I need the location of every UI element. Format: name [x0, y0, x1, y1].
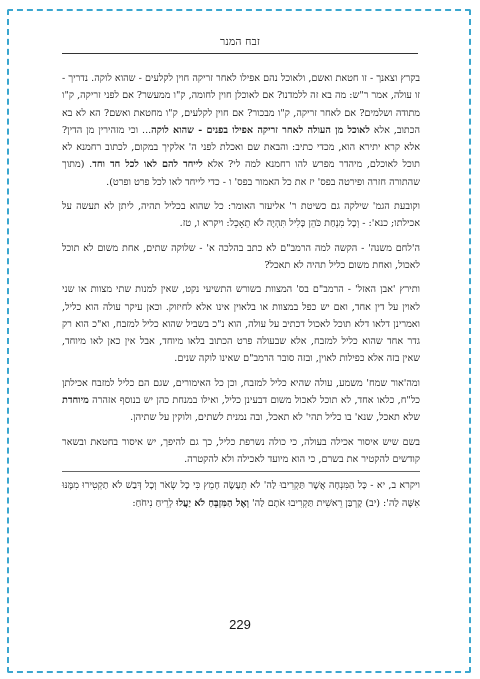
paragraph	[62, 281, 420, 367]
paragraph	[62, 434, 420, 473]
paragraph	[62, 477, 420, 512]
text-run: בשם שיש איסור אכילה בעולה, כי כולה נשרפת כליל, כך גם להיפך, יש איסור בחטאת ובשאר קודשים להקטיר את בשרם, כי הוא מיועד לאכילה ולא להקטרה.	[62, 436, 420, 465]
header-divider	[62, 53, 418, 54]
text-run: ומה'אור שמח' משמע, עולה שהיא כליל למזבח, וכן כל האימורים, שגם הם כליל למזבח אכילתן כל"ח, כלאו אחד, לא תוכל לאכול משום דבעינן כליל, ואילו במנחת כהן יש בנוסף אזהרה	[62, 377, 420, 407]
text-run: שלא תאכל, שנא' בו כליל תהי' לא תאכל, ובה נמנית לשתים, ולוקין על שתיהן.	[130, 412, 420, 424]
bold-text: לייחד להם לאו לכל חד וחד	[92, 159, 203, 171]
paragraph	[62, 375, 420, 427]
text-run: וקובעת הגמ' שילקה גם כשיטת ר' אליעזר האומר: כל שהוא בכליל תהיה, ליתן לא תעשה על אכילתו; כנא': - וְכָל מִנְחַת כֹּהֵן כָּלִיל תִּהְיֶה לֹא תֵאָכֵל: ויקרא ו, טז.	[62, 201, 420, 230]
paragraph	[62, 70, 420, 191]
bold-text: לאוכל מן העולה לאחר זריקה אפילו בפנים - שהוא לוקה	[151, 124, 370, 136]
paragraph	[62, 198, 420, 233]
text-run: לְרֵיחַ נִיחֹחַ:	[132, 497, 177, 509]
document-body	[62, 70, 420, 512]
text-run: בקרץ וצאנך - זו חטאת ואשם, ולאוכל נהם אפילו לאחר זריקה חוין לקלעים - שהוא לוקה. נדריך - זו עולה, אמר ר"ש: מה בא זה ללמדנו? אם לאוכלן חוין לחומה, ק"ו ממעשר? אם לפני זריקה, ק"ו מתודה ושלמים? אם לאחר זריקה, ק"ו מבכור? אם חוין לקלעים, ק"ו מחטאת ואשם? הא לא בא הכתוב, אלא	[62, 73, 420, 136]
text-run: ויקרא ב, יא - כָּל הַמִּנְחָה אֲשֶׁר תַּקְרִיבוּ לַה' לֹא תֵעָשֶׂה חָמֵץ כִּי כָל שְׂאֹר וְכָל דְּבַשׁ לֹא תַקְטִירוּ מִמֶּנּוּ אִשֶּׁה לַה': (יב) קָרְבַּן רֵאשִׁית תַּקְרִיבוּ אֹתָם לַה'	[62, 480, 420, 509]
page-number: 229	[229, 617, 251, 632]
bold-text: וְאֶל הַמִּזְבֵּחַ לֹא יַעֲלוּ	[176, 497, 249, 509]
paragraph	[62, 240, 420, 275]
text-run: ותירץ 'אבן האזל' - הרמב"ם בס' המצוות בשורש התשיעי נקט, שאין למנות שתי מצוות או שני לאוין על דין אחד, ואם יש כפל במצוות או בלאוין אינו אלא לחיזוק. וכאן עיקר עולה הוא כליל, ואמרינן דלאו דלא תוכל לאכול דכתיב על עולה, הוא נ"כ בשביל שהוא כליל למזבח, וא"כ הוא רק גדר אחד שהוא כליל למזבח, אלא שבעולה פרט הכתוב בלאו מיוחד, אבל אין כאן לאו מיוחד, שאין בזה אלא כפילות לאוין, ובזה סובר הרמב"ם שאינו לוקה שנים.	[62, 284, 420, 365]
bold-text: מיוחדת	[62, 395, 89, 407]
text-run: . (מתוך שהתורה חזרה ופירטה בפס' יז את כל האמור בפס' ו - כדי לייחד לאו לכל פרט ופרט).	[62, 159, 420, 188]
text-run: ... וכי מזהירין מן הדין? אלא קרא יתירא הוא, מכדי כתיב: והבאת שם ואכלת לפני ה' אלקיך במקום, לכתוב רחמנא לא תוכל לאוכלם, מיהדר מפרש להו רחמנא למה לי? אלא	[62, 124, 420, 171]
text-run: ה'לחם משנה' - הקשה למה הרמב"ם לא כתב בהלכה א' - שלוקה שתים, אחת משום לא תוכל לאכול, ואחת משום כליל תהיה לא תאכל?	[62, 242, 420, 271]
running-header: זבח המנר	[220, 36, 260, 48]
